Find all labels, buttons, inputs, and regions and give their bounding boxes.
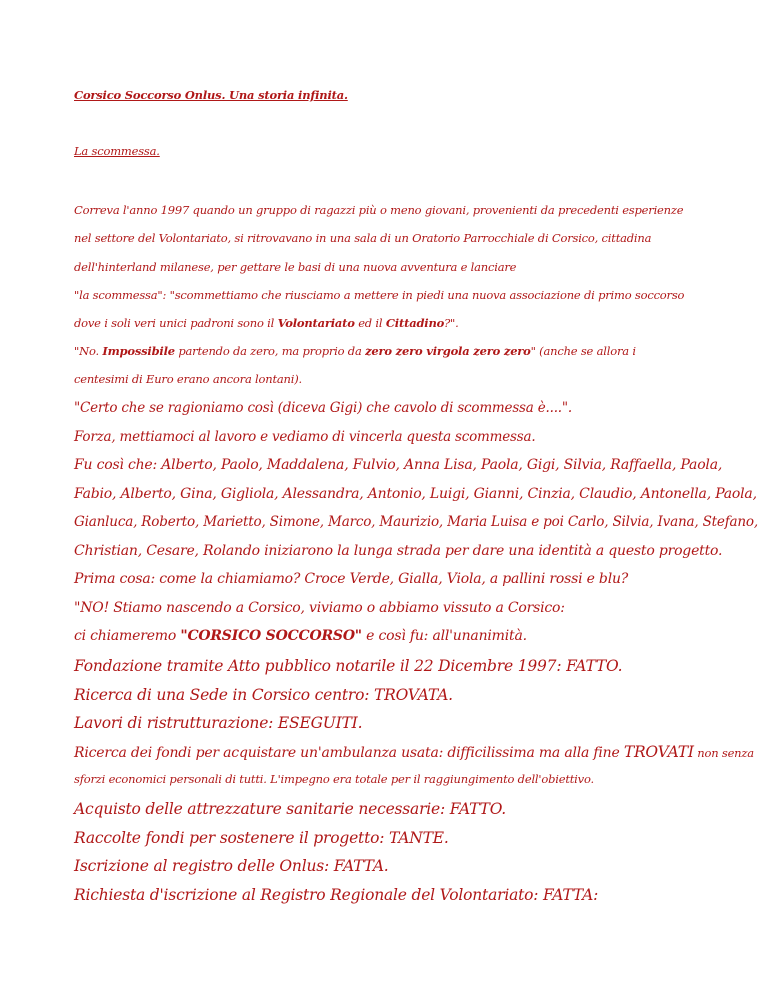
- paragraph-line: Forza, mettiamoci al lavoro e vediamo di vincerla questa scommessa.: [74, 429, 536, 445]
- text-segment: dove i soli veri unici padroni sono il: [74, 316, 278, 330]
- paragraph-line: [74, 628, 527, 644]
- paragraph-line: "Certo che se ragioniamo così (diceva Gigi) che cavolo di scommessa è....".: [74, 400, 572, 416]
- text-segment: "No.: [74, 344, 103, 358]
- paragraph-line: Raccolte fondi per sostenere il progetto: TANTE.: [74, 829, 449, 847]
- paragraph-line: Fabio, Alberto, Gina, Gigliola, Alessandra, Antonio, Luigi, Gianni, Cinzia, Claudio, Antonella, Paola,: [74, 486, 757, 502]
- text-segment: ed il: [354, 316, 386, 330]
- paragraph-line: dell'hinterland milanese, per gettare le basi di una nuova avventura e lanciare: [74, 260, 517, 274]
- paragraph-line: Prima cosa: come la chiamiamo? Croce Verde, Gialla, Viola, a pallini rossi e blu?: [74, 571, 629, 587]
- emphasis-volontariato: Volontariato: [277, 316, 355, 330]
- emphasis-cittadino: Cittadino: [385, 316, 445, 330]
- paragraph-line: [74, 316, 459, 330]
- paragraph-line: Iscrizione al registro delle Onlus: FATTA.: [74, 857, 389, 875]
- paragraph-line: Fu così che: Alberto, Paolo, Maddalena, Fulvio, Anna Lisa, Paola, Gigi, Silvia, Raffaella, Paola,: [74, 457, 723, 473]
- text-segment: ci chiameremo: [74, 628, 181, 644]
- paragraph-line: [74, 743, 754, 761]
- paragraph-line: Richiesta d'iscrizione al Registro Regionale del Volontariato: FATTA:: [74, 886, 599, 904]
- emphasis-corsico-soccorso: "CORSICO SOCCORSO": [180, 628, 362, 644]
- emphasis-zero: zero zero virgola zero zero: [365, 344, 531, 358]
- section-title: La scommessa.: [74, 144, 160, 158]
- text-segment: Ricerca dei fondi per acquistare un'ambulanza usata: difficilissima ma alla fine: [74, 745, 624, 761]
- paragraph-line: Fondazione tramite Atto pubblico notarile il 22 Dicembre 1997: FATTO.: [74, 657, 623, 675]
- text-segment: e così fu: all'unanimità.: [361, 628, 527, 644]
- paragraph-line: [74, 344, 636, 358]
- text-segment: non senza: [693, 746, 754, 760]
- paragraph-line: sforzi economici personali di tutti. L'impegno era totale per il raggiungimento dell'obiettivo.: [74, 772, 594, 786]
- paragraph-line: Lavori di ristrutturazione: ESEGUITI.: [74, 714, 363, 732]
- paragraph-line: Acquisto delle attrezzature sanitarie necessarie: FATTO.: [74, 800, 507, 818]
- emphasis-impossibile: Impossibile: [102, 344, 175, 358]
- paragraph-line: Ricerca di una Sede in Corsico centro: TROVATA.: [74, 686, 453, 704]
- paragraph-line: nel settore del Volontariato, si ritrovavano in una sala di un Oratorio Parrocchiale di Corsico, cittadina: [74, 231, 652, 245]
- text-segment: partendo da zero, ma proprio da: [174, 344, 366, 358]
- paragraph-line: Christian, Cesare, Rolando iniziarono la lunga strada per dare una identità a questo progetto.: [74, 543, 723, 559]
- paragraph-line: Gianluca, Roberto, Marietto, Simone, Marco, Maurizio, Maria Luisa e poi Carlo, Silvia, Ivana, Stefano,: [74, 514, 758, 530]
- document-title: Corsico Soccorso Onlus. Una storia infinita.: [74, 88, 348, 102]
- paragraph-line: "NO! Stiamo nascendo a Corsico, viviamo o abbiamo vissuto a Corsico:: [74, 600, 565, 616]
- emphasis-trovati: TROVATI: [623, 743, 694, 761]
- paragraph-line: "la scommessa": "scommettiamo che riusciamo a mettere in piedi una nuova associazione di primo soccorso: [74, 288, 685, 302]
- text-segment: ?".: [444, 316, 459, 330]
- paragraph-line: Correva l'anno 1997 quando un gruppo di ragazzi più o meno giovani, provenienti da precedenti esperienze: [74, 203, 684, 217]
- paragraph-line: centesimi di Euro erano ancora lontani).: [74, 372, 302, 386]
- text-segment: " (anche se allora i: [530, 344, 636, 358]
